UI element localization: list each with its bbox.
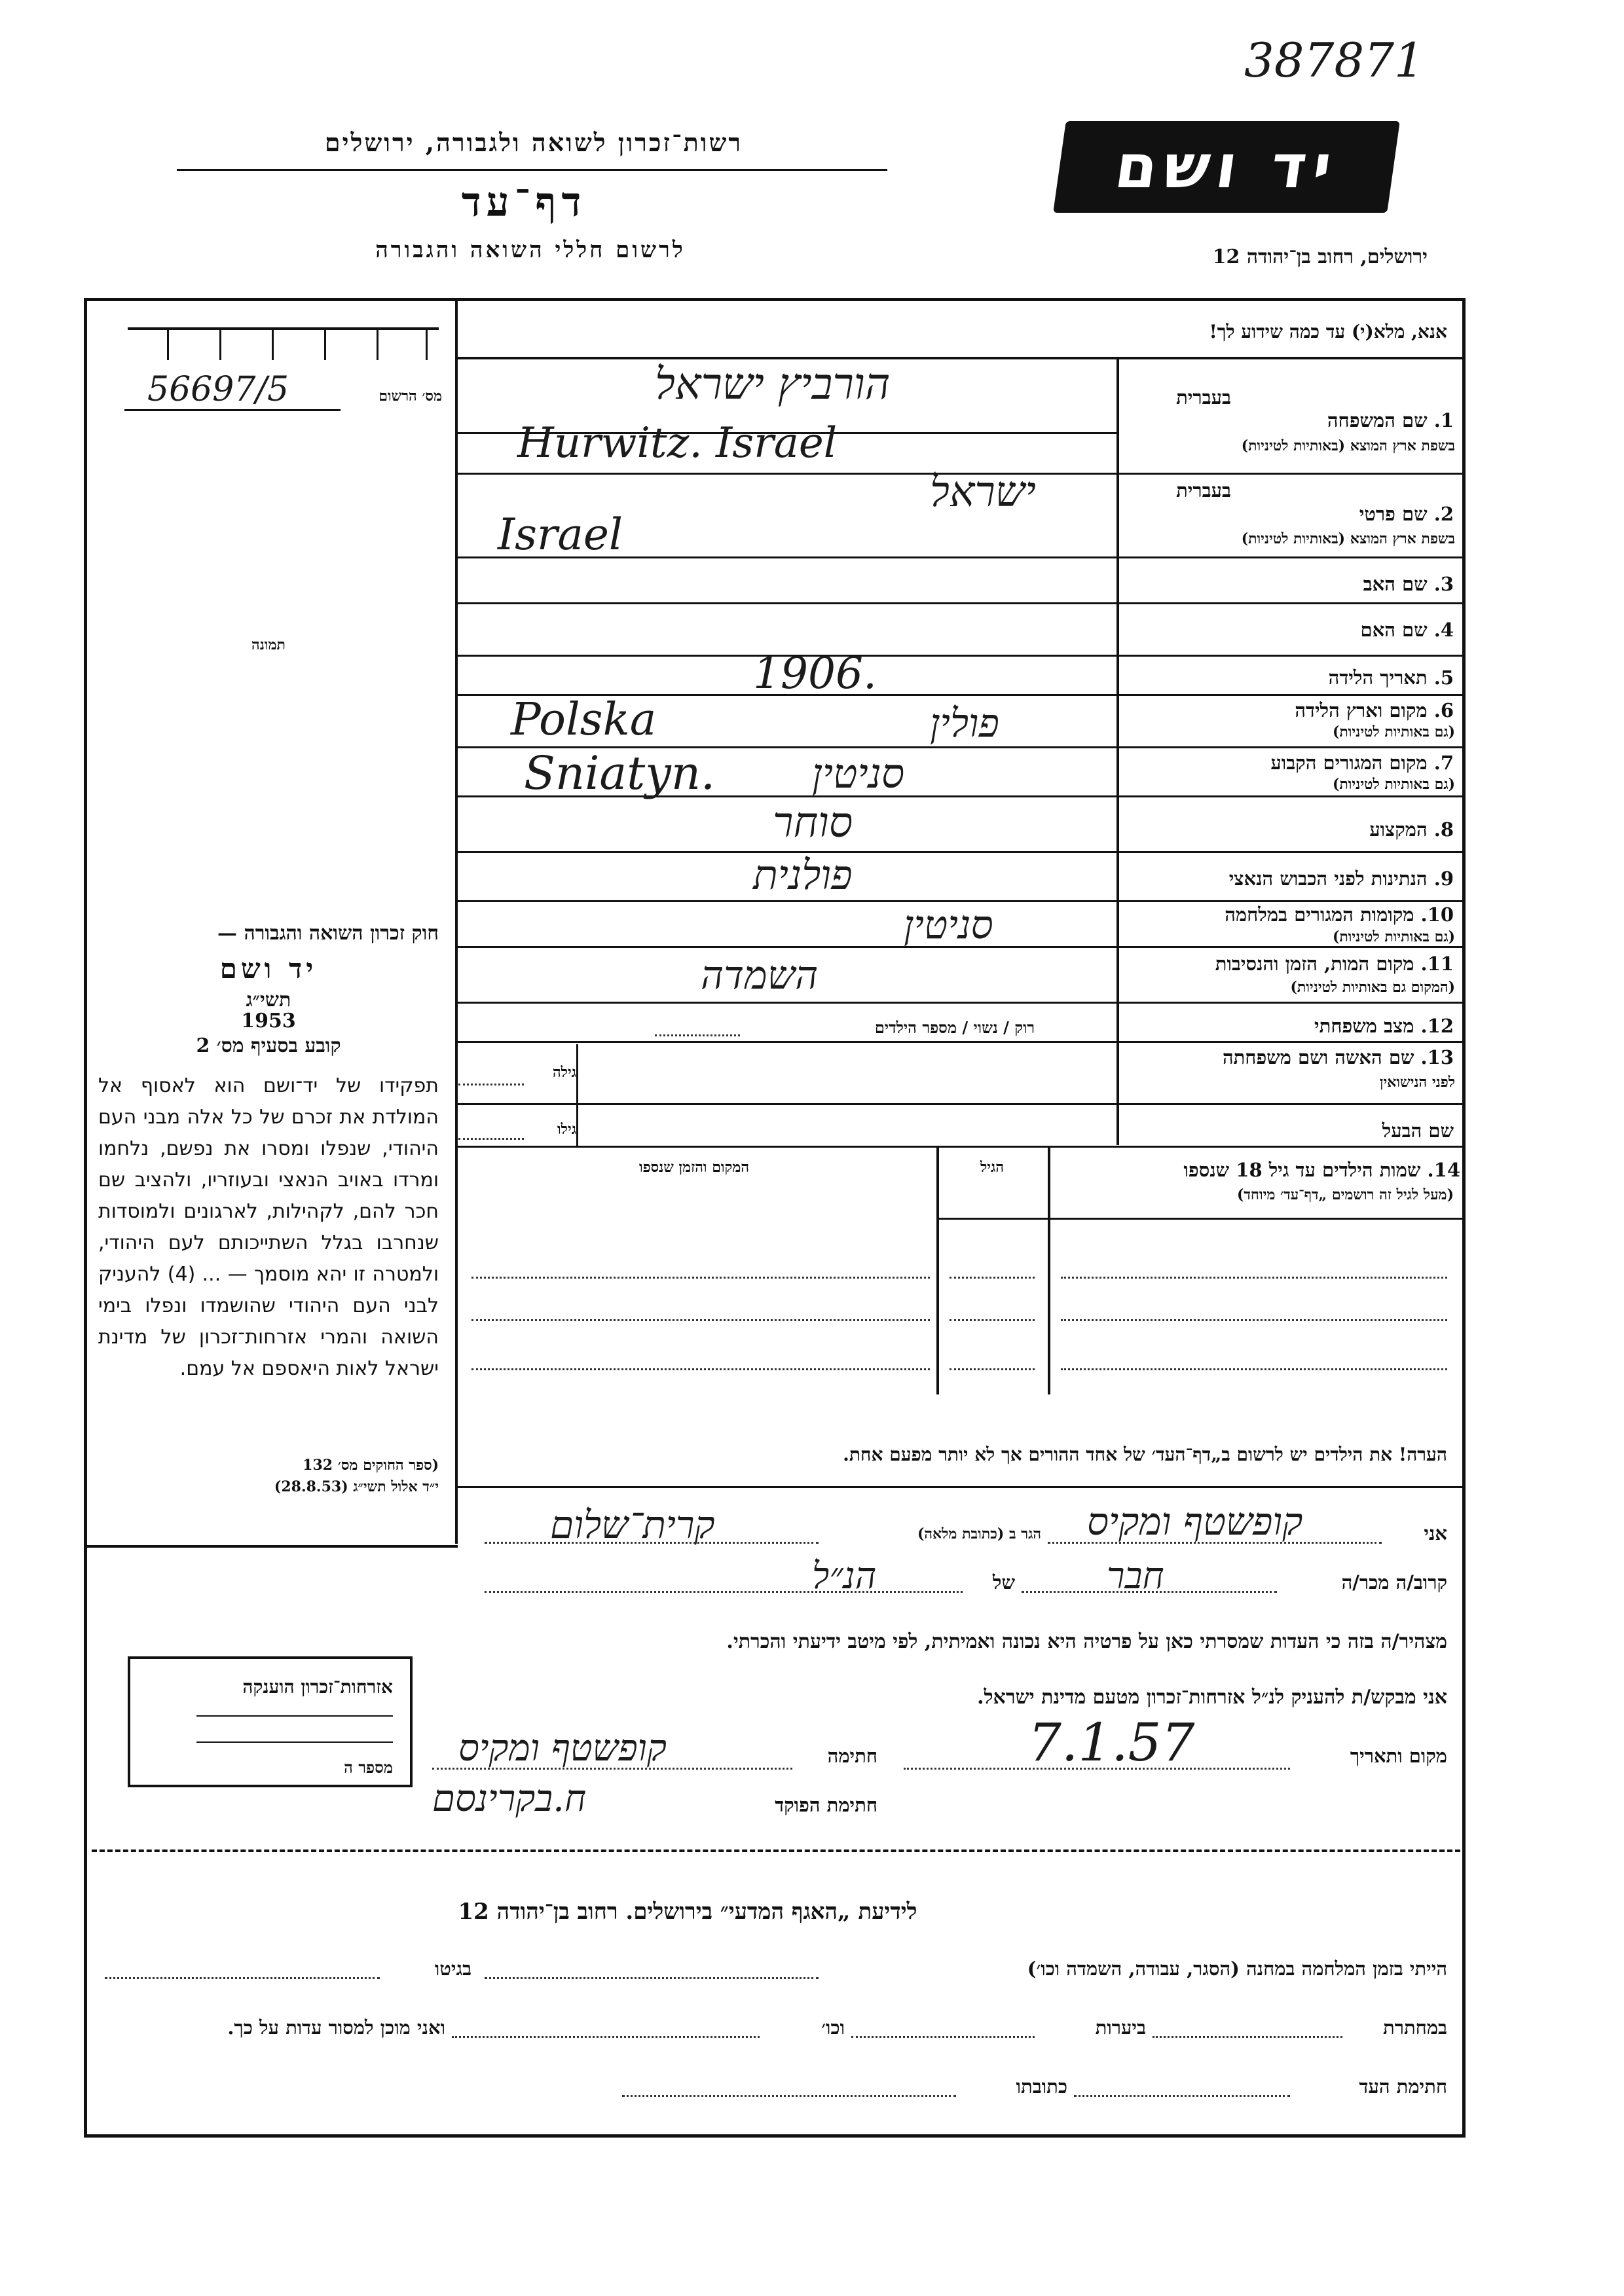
corner-number: 387871 — [1244, 33, 1424, 88]
field-10-label: 10. מקומות המגורים במלחמה — [1225, 903, 1454, 926]
field-6-latin-value[interactable]: Polska — [511, 694, 657, 746]
footer-address: כתובתו — [1016, 2075, 1067, 2098]
of-label: של — [992, 1571, 1015, 1594]
field-11-value[interactable]: השמדה — [701, 953, 819, 998]
field-7-hebrew-value[interactable]: סניטין — [812, 750, 905, 797]
wife-age-label: גילה — [553, 1064, 576, 1081]
hebrew-label-1: בעברית — [1176, 386, 1231, 409]
footer-line2-underground: במחתרת — [1383, 2016, 1447, 2039]
footer-line2-etc: וכו׳ — [821, 2016, 845, 2039]
field-10-sub: (גם באותיות לטיניות) — [1332, 928, 1455, 945]
i-label: אני — [1424, 1522, 1447, 1544]
footer-line2-end: ואני מוכן למסור עדות על כך. — [227, 2016, 445, 2039]
declarant-name[interactable]: קופשטף ומקיס — [1087, 1499, 1303, 1544]
citizenship-box-number: מספר ה — [344, 1758, 393, 1777]
form-title: דף־עד — [461, 178, 587, 226]
reg-number-label: מס׳ הרשום — [378, 388, 442, 405]
field-6-label: 6. מקום וארץ הלידה — [1295, 699, 1454, 721]
field-14-label: 14. שמות הילדים עד גיל 18 שנספו — [1183, 1159, 1460, 1181]
address-label: הגר ב (כתובת מלאה) — [917, 1525, 1041, 1542]
address: ירושלים, רחוב בן־יהודה 12 — [1212, 246, 1428, 268]
field-2-label: 2. שם פרטי — [1359, 503, 1454, 525]
field-9-label: 9. הנתינות לפני הכבוש הנאצי — [1228, 867, 1454, 890]
reg-number-box — [128, 327, 439, 373]
signature[interactable]: קופשטף ומקיס — [458, 1727, 667, 1770]
declaration: מצהיר/ה בזה כי העדות שמסרתי כאן על פרטיה היא נכונה ואמיתית, לפי מיטב ידיעתי והכרתי. — [726, 1630, 1447, 1653]
authority-line: רשות־זכרון לשואה ולגבורה, ירושלים — [324, 128, 743, 157]
law-year: 1953 — [241, 1010, 296, 1032]
field-12-label: 12. מצב משפחתי — [1314, 1015, 1454, 1037]
hebrew-label-2: בעברית — [1176, 479, 1231, 501]
relation-value[interactable]: חבר — [1107, 1555, 1164, 1597]
reg-number-underline — [124, 409, 341, 411]
reg-number: 56697/5 — [147, 370, 289, 409]
left-column-divider — [455, 300, 458, 1544]
yad-vashem-logo — [1053, 121, 1400, 213]
note: הערה! את הילדים יש לרשום ב„דף־העד׳ של אחד ההורים אך לא יותר מפעם אחת. — [843, 1444, 1447, 1465]
left-column-bottom — [85, 1545, 458, 1548]
officer-signature[interactable]: ח.בקרינסם — [432, 1777, 587, 1820]
logo-text: יד ושם — [1111, 132, 1342, 202]
field-1-hebrew-value[interactable]: הורביץ ישראל — [655, 359, 891, 409]
field-6-hebrew-value[interactable]: פולין — [930, 701, 999, 746]
request: אני מבקש/ת להעניק לנ״ל אזרחות־זכרון מטעם מדינת ישראל. — [977, 1686, 1447, 1709]
footer-separator — [92, 1850, 1460, 1852]
date-value[interactable]: 7.1.57 — [1028, 1712, 1195, 1773]
husband-age-label: גילו — [557, 1121, 576, 1138]
field-1-label: 1. שם המשפחה — [1327, 409, 1454, 431]
label-divider — [1116, 359, 1119, 1145]
husband-label: שם הבעל — [1382, 1120, 1454, 1142]
field-1-latin-value[interactable]: Hurwitz. Israel — [517, 419, 838, 467]
field-9-value[interactable]: פולנית — [753, 851, 853, 899]
law-source: (ספר החוקים מס׳ 132 — [303, 1457, 439, 1474]
field-13-sub: לפני הנישואין — [1379, 1074, 1455, 1091]
field-10-value[interactable]: סניטין — [904, 902, 993, 948]
field-5-label: 5. תאריך הלידה — [1328, 666, 1454, 689]
law-year-hebrew: תשי״ג — [246, 989, 291, 1011]
field-2-hebrew-value[interactable]: ישראל — [930, 468, 1036, 517]
field-6-sub: (גם באותיות לטיניות) — [1332, 723, 1455, 740]
place-date-label: מקום ותאריך — [1350, 1745, 1447, 1767]
form-subtitle: לרשום חללי השואה והגבורה — [375, 237, 686, 263]
law-name: יד ושם — [219, 953, 318, 985]
of-value[interactable]: הנ״ל — [812, 1555, 877, 1597]
citizenship-box-title: אזרחות־זכרון הוענקה — [242, 1676, 393, 1698]
authority-underline — [177, 169, 887, 171]
field-1-sub: בשפת ארץ המוצא (באותיות לטיניות) — [1241, 437, 1455, 454]
field-5-value[interactable]: 1906. — [753, 648, 877, 699]
field-7-label: 7. מקום המגורים הקבוע — [1270, 752, 1454, 774]
field-8-label: 8. המקצוע — [1369, 818, 1454, 841]
footer-line1-end: בגיטו — [434, 1958, 471, 1980]
footer-line1: הייתי בזמן המלחמה במחנה (הסגר, עבודה, השמדה וכו׳) — [1027, 1958, 1447, 1980]
instruction: אנא, מלא(י) עד כמה שידוע לך! — [1209, 321, 1447, 342]
field-7-latin-value[interactable]: Sniatyn. — [524, 746, 716, 800]
footer-line2-forests: ביערות — [1095, 2016, 1146, 2039]
declarant-address[interactable]: קרית־שלום — [550, 1503, 715, 1547]
law-source-date: י״ד אלול תשי״ג (28.8.53) — [274, 1478, 439, 1495]
field-2-sub: בשפת ארץ המוצא (באותיות לטיניות) — [1241, 530, 1455, 547]
field-8-value[interactable]: סוחר — [773, 799, 853, 847]
field-13-label: 13. שם האשה ושם משפחתה — [1222, 1046, 1454, 1068]
photo-label: תמונה — [251, 636, 286, 653]
field-11-sub: (המקום גם באותיות לטיניות) — [1290, 979, 1455, 996]
law-text: תפקידו של יד־ושם הוא לאסוף אל המולדת את זכרם של כל אלה מבני העם היהודי, שנפלו ומסרו את נפשם, נלחמו ומרדו באויב הנאצי ובעוזריו, ולהציב שם חכר להם, לקהילות, לארגונים ולמוסדות שנחרבו בגלל השתייכותם לעם היהודי, ולמטרה זו יהא מוסמך — ... (4) להעניק לבני העם היהודי שהושמדו ונפלו בימי השואה והמרי אזרחות־זכרון של מדינת ישראל לאות היאספם אל עמם. — [98, 1074, 439, 1380]
col-age-header: הגיל — [980, 1159, 1004, 1176]
signature-label: חתימה — [827, 1745, 877, 1767]
field-4-label: 4. שם האם — [1360, 619, 1454, 641]
footer-witness-signature: חתימת העד — [1359, 2075, 1447, 2098]
footer-title: לידיעת „האגף המדעי״ בירושלים. רחוב בן־יהודה 12 — [458, 1899, 917, 1925]
relation-label: קרוב/ה מכר/ה — [1341, 1571, 1447, 1594]
field-14-sub: (מעל לגיל זה רושמים „דף־עד׳ מיוחד) — [1236, 1186, 1454, 1203]
officer-label: חתימת הפוקד — [775, 1794, 877, 1816]
field-2-latin-value[interactable]: Israel — [498, 509, 623, 560]
field-11-label: 11. מקום המות, הזמן והנסיבות — [1215, 953, 1454, 975]
field-3-label: 3. שם האב — [1363, 573, 1454, 595]
field-12-options[interactable]: רוק / נשוי / מספר הילדים — [874, 1018, 1035, 1037]
law-title: חוק זכרון השואה והגבורה — — [217, 922, 439, 945]
col-place-header: המקום והזמן שנספו — [638, 1159, 750, 1176]
field-7-sub: (גם באותיות לטיניות) — [1332, 776, 1455, 793]
law-clause: קובע בסעיף מס׳ 2 — [196, 1034, 341, 1057]
